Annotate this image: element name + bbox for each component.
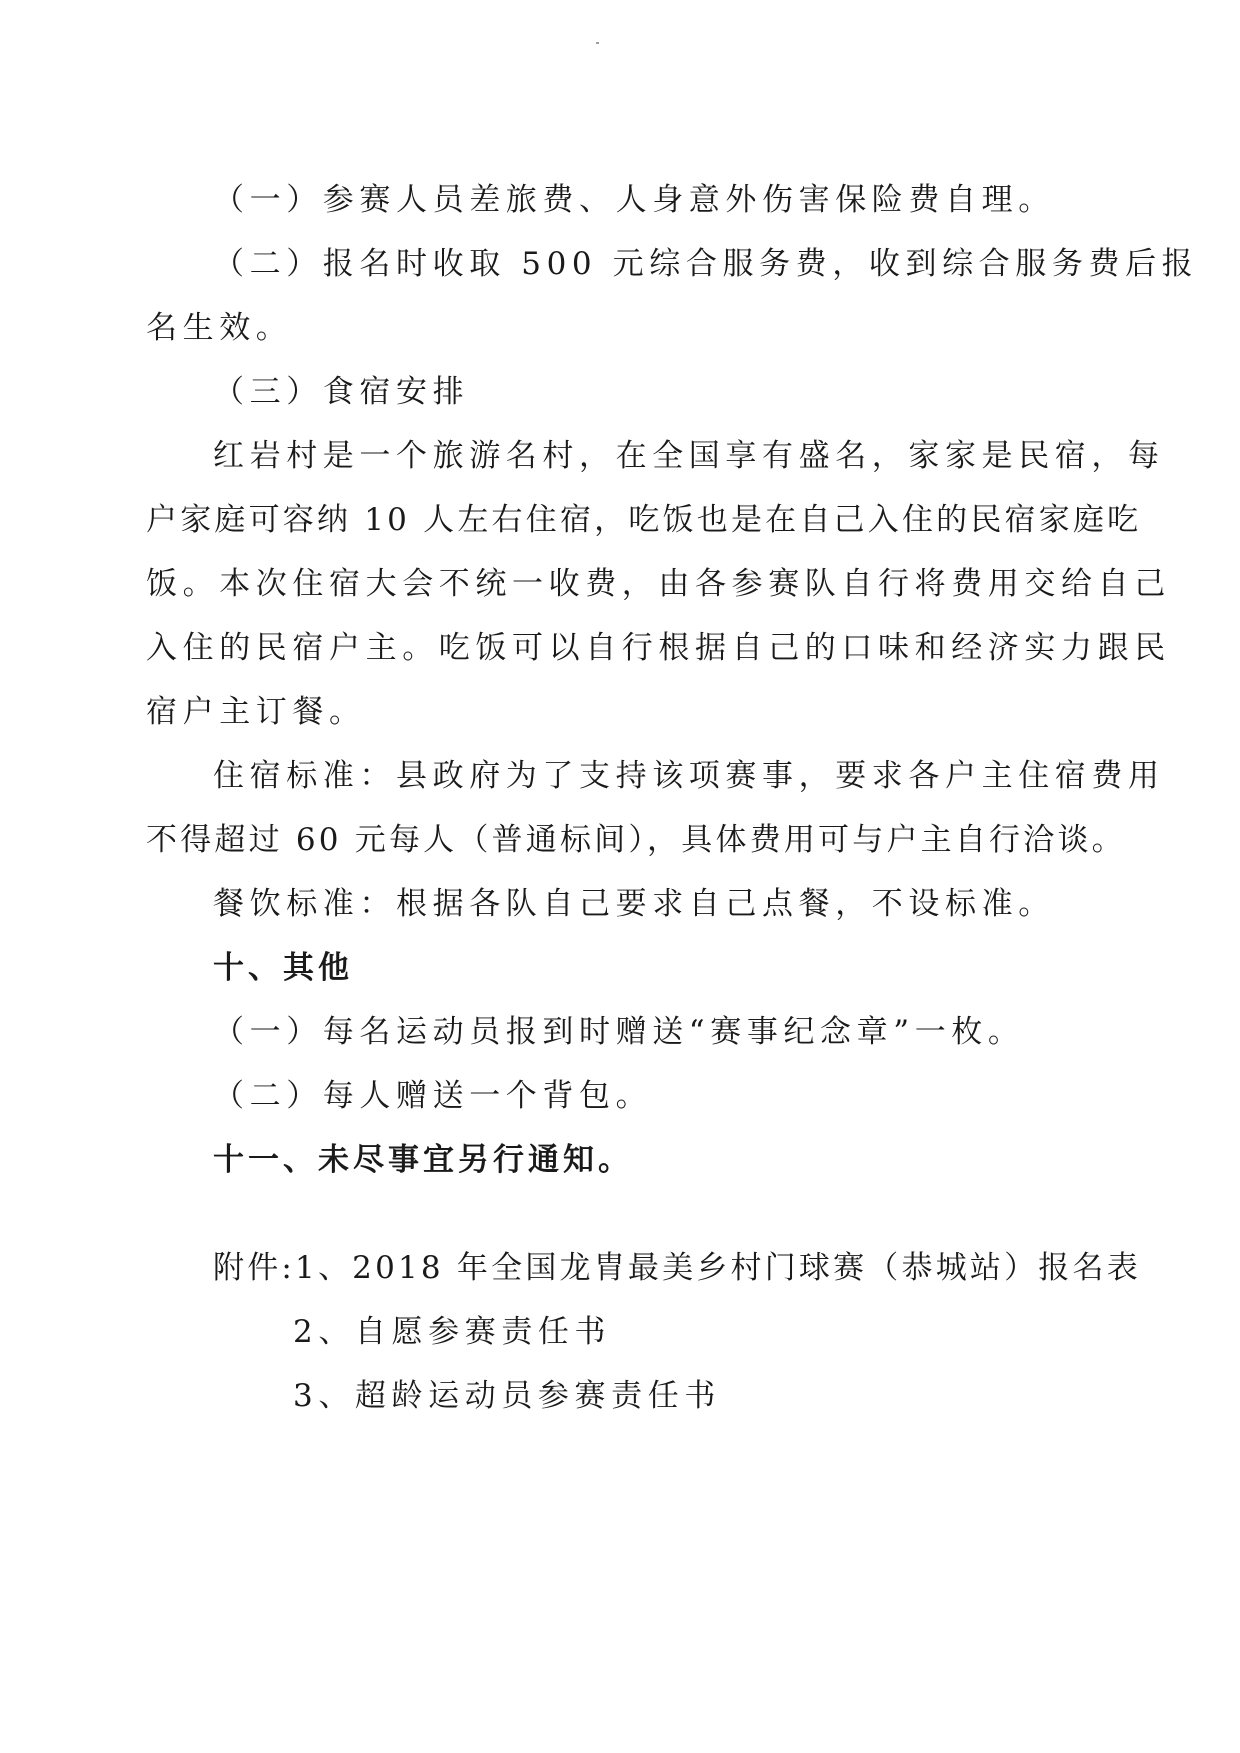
paragraph-village-intro: 红岩村是一个旅游名村，在全国享有盛名，家家是民宿，每 xyxy=(213,438,1165,474)
section-11-heading: 十一、未尽事宜另行通知。 xyxy=(213,1142,633,1178)
section-10-heading: 十、其他 xyxy=(213,950,353,986)
paragraph-lodging-standard: 住宿标准：县政府为了支持该项赛事，要求各户主住宿费用 xyxy=(213,758,1165,794)
paragraph-service-fee: （二）报名时收取 500 元综合服务费，收到综合服务费后报 xyxy=(213,246,1199,282)
paragraph-service-fee-cont: 名生效。 xyxy=(146,310,293,346)
paragraph-village-line-5: 宿户主订餐。 xyxy=(146,694,366,730)
scan-speck xyxy=(596,42,599,44)
paragraph-dining-standard: 餐饮标准：根据各队自己要求自己点餐，不设标准。 xyxy=(213,886,1055,922)
paragraph-food-lodging-title: （三）食宿安排 xyxy=(213,374,470,410)
section-10-item-1: （一）每名运动员报到时赠送“赛事纪念章”一枚。 xyxy=(213,1014,1025,1050)
paragraph-village-line-4: 入住的民宿户主。吃饭可以自行根据自己的口味和经济实力跟民 xyxy=(146,630,1171,666)
attachment-1: 附件:1、2018 年全国龙胄最美乡村门球赛（恭城站）报名表 xyxy=(213,1250,1141,1286)
paragraph-village-line-3: 饭。本次住宿大会不统一收费，由各参赛队自行将费用交给自己 xyxy=(146,566,1171,602)
section-10-item-2: （二）每人赠送一个背包。 xyxy=(213,1078,653,1114)
attachment-3: 3、超龄运动员参赛责任书 xyxy=(293,1378,721,1414)
paragraph-travel-insurance: （一）参赛人员差旅费、人身意外伤害保险费自理。 xyxy=(213,182,1055,218)
paragraph-village-line-2: 户家庭可容纳 10 人左右住宿，吃饭也是在自己入住的民宿家庭吃 xyxy=(146,502,1142,538)
attachment-2: 2、自愿参赛责任书 xyxy=(293,1314,612,1350)
paragraph-lodging-standard-cont: 不得超过 60 元每人（普通标间），具体费用可与户主自行洽谈。 xyxy=(146,822,1126,858)
